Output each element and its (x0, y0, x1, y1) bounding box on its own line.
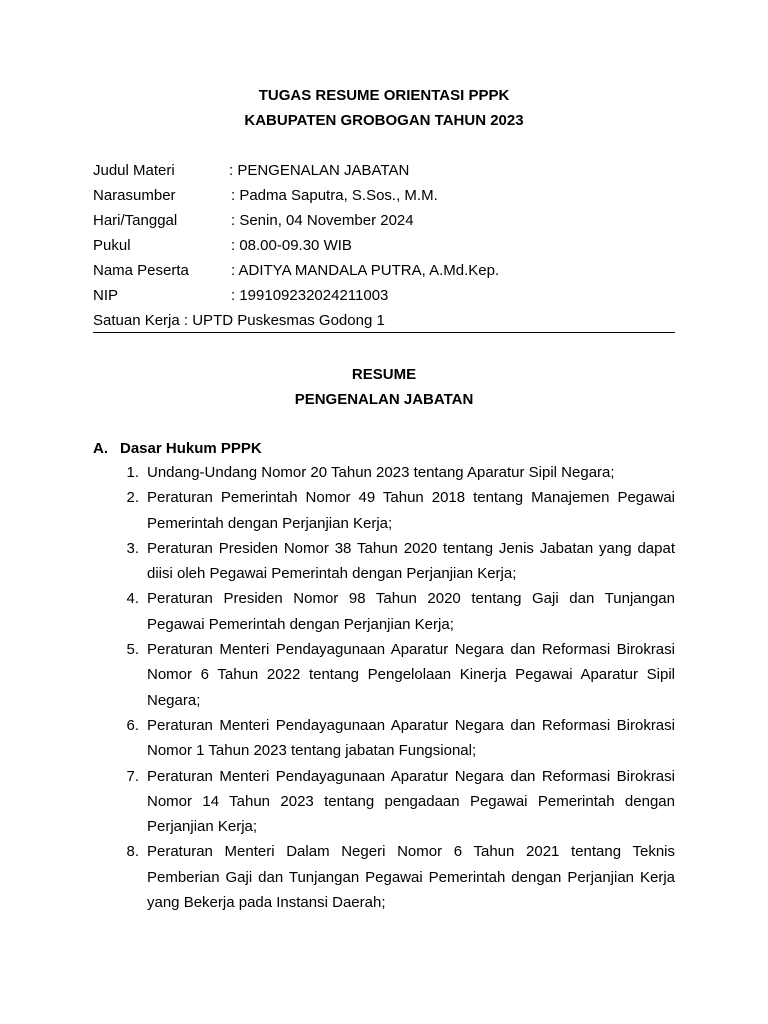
resume-title: RESUME (351, 366, 417, 383)
list-item-number: 3. (126, 539, 139, 557)
nip-label: NIP (93, 287, 119, 304)
list-item (93, 460, 675, 485)
list-item-text: Peraturan Menteri Pendayagunaan Aparatur Negara dan Reformasi Birokrasi Nomor 1 Tahun 2023 tentang jabatan Fungsional; (147, 716, 675, 760)
list-item-number: 4. (126, 590, 139, 608)
pukul-label: Pukul (93, 237, 131, 254)
list-item-number: 2. (126, 489, 139, 507)
resume-subtitle: PENGENALAN JABATAN (294, 391, 474, 408)
hari-tanggal-value: : Senin, 04 November 2024 (231, 212, 414, 229)
list-item-text: Peraturan Menteri Dalam Negeri Nomor 6 Tahun 2021 tentang Teknis Pemberian Gaji dan Tunjangan Pegawai Pemerintah dengan Perjanjian Kerja yang Bekerja pada Instansi Daerah; (147, 843, 675, 912)
pukul-value: : 08.00-09.30 WIB (231, 237, 352, 254)
list-item (93, 485, 675, 536)
list-item (93, 637, 675, 713)
legal-basis-list (93, 460, 675, 915)
list-item (93, 713, 675, 764)
satuan-kerja: Satuan Kerja : UPTD Puskesmas Godong 1 (93, 312, 385, 329)
header-divider (93, 332, 675, 333)
list-item-text: Peraturan Menteri Pendayagunaan Aparatur Negara dan Reformasi Birokrasi Nomor 14 Tahun 2023 tentang pengadaan Pegawai Pemerintah dengan Perjanjian Kerja; (147, 767, 675, 836)
list-item-number: 8. (126, 843, 139, 861)
list-item-text: Peraturan Menteri Pendayagunaan Aparatur Negara dan Reformasi Birokrasi Nomor 6 Tahun 2022 tentang Pengelolaan Kinerja Pegawai Aparatur Sipil Negara; (147, 641, 675, 709)
list-item (93, 586, 675, 637)
list-item (93, 839, 675, 915)
judul-materi-label: Judul Materi (93, 162, 175, 179)
list-item-number: 5. (126, 641, 139, 659)
list-item-text: Undang-Undang Nomor 20 Tahun 2023 tentang Aparatur Sipil Negara; (147, 464, 615, 481)
section-a-title: Dasar Hukum PPPK (120, 440, 262, 457)
list-item-number: 7. (126, 767, 139, 785)
nama-peserta-label: Nama Peserta (93, 262, 189, 279)
list-item (93, 536, 675, 587)
judul-materi-value: : PENGENALAN JABATAN (229, 162, 410, 179)
list-item-text: Peraturan Pemerintah Nomor 49 Tahun 2018 tentang Manajemen Pegawai Pemerintah dengan Perjanjian Kerja; (147, 489, 675, 532)
section-a-letter: A. (93, 440, 108, 457)
list-item-number: 6. (126, 716, 139, 734)
section-a-heading (93, 440, 262, 457)
list-item-number: 1. (126, 464, 139, 481)
list-item (93, 764, 675, 840)
narasumber-value: : Padma Saputra, S.Sos., M.M. (231, 187, 438, 204)
nama-peserta-value: : ADITYA MANDALA PUTRA, A.Md.Kep. (231, 262, 500, 279)
document-title-line-2: KABUPATEN GROBOGAN TAHUN 2023 (244, 112, 524, 129)
hari-tanggal-label: Hari/Tanggal (93, 212, 178, 229)
narasumber-label: Narasumber (93, 187, 176, 204)
list-item-text: Peraturan Presiden Nomor 98 Tahun 2020 tentang Gaji dan Tunjangan Pegawai Pemerintah dengan Perjanjian Kerja; (147, 590, 675, 633)
list-item-text: Peraturan Presiden Nomor 38 Tahun 2020 tentang Jenis Jabatan yang dapat diisi oleh Pegawai Pemerintah dengan Perjanjian Kerja; (147, 539, 675, 583)
document-title-line-1: TUGAS RESUME ORIENTASI PPPK (258, 87, 510, 104)
nip-value: : 199109232024211003 (231, 287, 389, 304)
